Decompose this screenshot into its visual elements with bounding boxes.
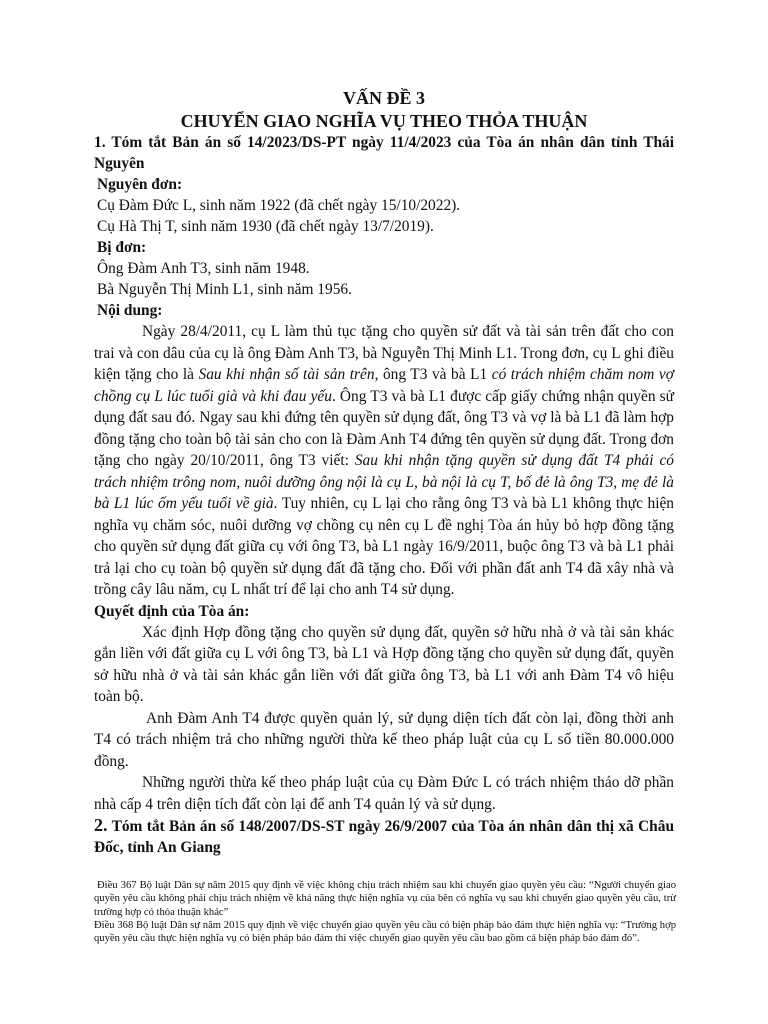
content-text: Ngày 28/4/2011, cụ L làm thủ tục tặng cho quyền sử đất và tài sản trên đất cho con trai và con dâu của cụ là ông Đàm Anh T3, bà Nguyễn Thị Minh L1. Trong đơn, cụ L ghi điều kiện tặng cho là	[94, 323, 674, 383]
footnotes	[94, 879, 676, 945]
content-label: Nội dung:	[97, 302, 163, 319]
decision-paragraph: Anh Đàm Anh T4 được quyền quản lý, sử dụng diện tích đất còn lại, đồng thời anh T4 có trách nhiệm trả cho những người thừa kế theo pháp luật của cụ L số tiền 80.000.000 đồng.	[94, 709, 674, 770]
defendant-line: Bà Nguyễn Thị Minh L1, sinh năm 1956.	[97, 281, 352, 298]
chapter-title: VẤN ĐỀ 3	[342, 88, 425, 108]
decision-paragraph: Những người thừa kế theo pháp luật của cụ Đàm Đức L có trách nhiệm tháo dỡ phần nhà cấp 4 trên diện tích đất còn lại để anh T4 quản lý và sử dụng.	[94, 774, 674, 813]
chapter-subtitle: CHUYỂN GIAO NGHĨA VỤ THEO THỎA THUẬN	[180, 111, 588, 131]
case2-number: 2.	[94, 815, 108, 835]
footnote: Điều 367 Bộ luật Dân sự năm 2015 quy định về việc không chịu trách nhiệm sau khi chuyển giao quyền yêu cầu: “Người chuyển giao quyền yêu cầu không phải chịu trách nhiệm về khả năng thực hiện nghĩa vụ của bên có nghĩa vụ sau khi chuyển giao quyền yêu cầu, trừ trường hợp có thỏa thuận khác”	[94, 880, 676, 918]
plaintiff-line: Cụ Đàm Đức L, sinh năm 1922 (đã chết ngày 15/10/2022).	[97, 197, 461, 214]
content-text: . Ông T3 và bà L1 được cấp giấy chứng nhận quyền sử dụng đất sau đó. Ngay sau khi đứng tên quyền sử dụng đất, ông T3 và vợ là bà L1 đã làm hợp đồng tặng cho toàn bộ tài sản cho con là Đàm Anh T4 đứng tên quyền sử dụng đất. Trong đơn tặng cho ngày 20/10/2011, ông T3 viết:	[94, 387, 675, 469]
content-paragraph	[94, 321, 674, 601]
content-italic: Sau khi nhận số tài sản trên	[198, 366, 375, 383]
decision-paragraph: Xác định Hợp đồng tặng cho quyền sử dụng đất, quyền sở hữu nhà ở và tài sản khác gắn liền với đất giữa cụ L với ông T3, bà L1 và Hợp đồng tặng cho quyền sử dụng đất, quyền sở hữu nhà ở và tài sản khác gắn liền với đất giữa ông T3, bà L1 với anh Đàm T4 vô hiệu toàn bộ.	[94, 623, 674, 705]
case2-heading-text: Tóm tắt Bản án số 148/2007/DS-ST ngày 26/9/2007 của Tòa án nhân dân thị xã Châu Đốc, tỉnh An Giang	[94, 818, 674, 856]
plaintiff-line: Cụ Hà Thị T, sinh năm 1930 (đã chết ngày 13/7/2019).	[97, 218, 434, 235]
content-text: , ông T3 và bà L1	[374, 366, 492, 383]
defendant-line: Ông Đàm Anh T3, sinh năm 1948.	[97, 260, 310, 277]
content-italic: Sau khi nhận tặng quyền sử dụng đất T4 phải có trách nhiệm trông nom, nuôi dưỡng ông nội là cụ L, bà nội là cụ T, bố đẻ là ông T3, mẹ đẻ là bà L1 lúc ốm yếu tuổi về già	[94, 452, 674, 512]
case2-heading	[94, 815, 674, 858]
defendant-label: Bị đơn:	[97, 239, 147, 256]
footnote: Điều 368 Bộ luật Dân sự năm 2015 quy định về việc chuyển giao quyền yêu cầu có biện pháp bảo đảm thực hiện nghĩa vụ: “Trường hợp quyền yêu cầu thực hiện nghĩa vụ có biện pháp bảo đảm thì việc chuyển giao quyền yêu cầu bao gồm cả biện pháp bảo đảm đó”.	[94, 919, 676, 945]
decision-label: Quyết định của Tòa án:	[94, 602, 250, 620]
case1-heading: 1. Tóm tắt Bản án số 14/2023/DS-PT ngày 11/4/2023 của Tòa án nhân dân tỉnh Thái Nguyên	[94, 134, 674, 172]
content-italic: có trách nhiệm chăm nom vợ chồng cụ L lúc tuổi già và khi đau yếu	[94, 366, 674, 405]
plaintiff-label: Nguyên đơn:	[97, 176, 183, 193]
content-text: . Tuy nhiên, cụ L lại cho rằng ông T3 và bà L1 không thực hiện nghĩa vụ chăm sóc, nuôi dưỡng vợ chồng cụ nên cụ L đề nghị Tòa án hủy bỏ hợp đồng tặng cho quyền sử dụng đất giữa cụ với ông T3, bà L1 ngày 16/9/2011, buộc ông T3 và bà L1 phải trả lại cho cụ toàn bộ quyền sử dụng đất đã tặng cho. Đối với phần đất anh T4 đã xây nhà và trồng cây lâu năm, cụ L nhất trí để lại cho anh T4 sử dụng.	[94, 495, 674, 598]
